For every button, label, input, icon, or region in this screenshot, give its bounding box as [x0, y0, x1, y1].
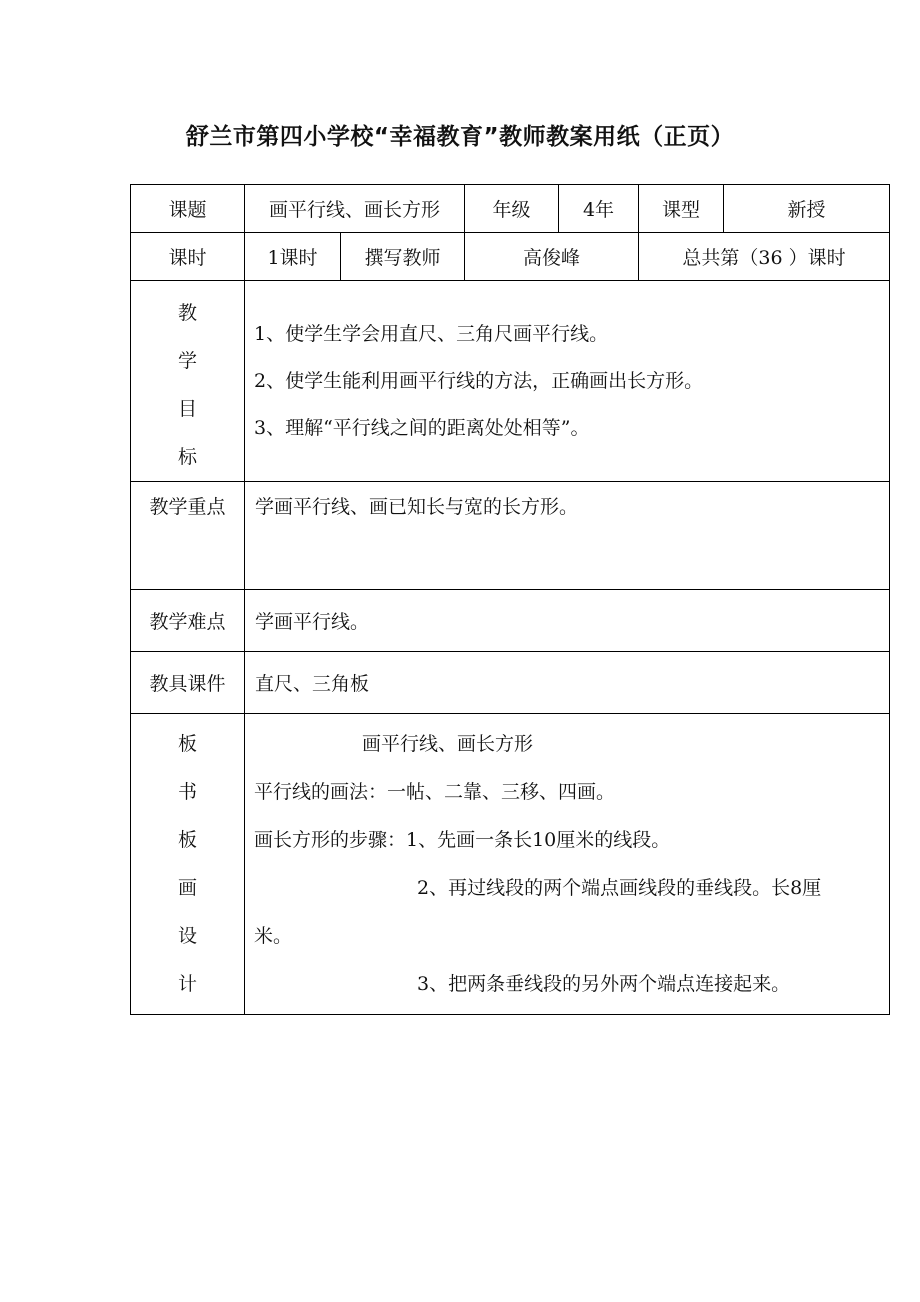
board-line: 3、把两条垂线段的另外两个端点连接起来。	[417, 973, 791, 995]
page-title: 舒兰市第四小学校“幸福教育”教师教案用纸（正页）	[185, 124, 735, 150]
hours-label: 课时	[131, 233, 245, 281]
author-label: 撰写教师	[341, 233, 465, 281]
board-line: 2、再过线段的两个端点画线段的垂线段。长8厘	[417, 877, 822, 899]
objective-item: 2、使学生能利用画平行线的方法，正确画出长方形。	[254, 369, 704, 392]
topic-value: 画平行线、画长方形	[245, 185, 465, 233]
total-hours: 总共第（36 ）课时	[639, 233, 890, 281]
objectives-label-char: 目	[177, 398, 197, 420]
board-line: 画长方形的步骤：1、先画一条长10厘米的线段。	[254, 829, 671, 851]
objectives-label-char: 教	[177, 302, 197, 324]
grade-value: 4年	[559, 185, 639, 233]
hours-value: 1课时	[245, 233, 341, 281]
board-label	[131, 714, 245, 1015]
row-tools	[131, 652, 890, 714]
grade-label: 年级	[465, 185, 559, 233]
row-topic	[131, 185, 890, 233]
objective-item: 3、理解“平行线之间的距离处处相等”。	[254, 416, 590, 439]
board-heading: 画平行线、画长方形	[362, 733, 534, 755]
type-value: 新授	[724, 185, 890, 233]
key-points-value: 学画平行线、画已知长与宽的长方形。	[245, 482, 890, 590]
objectives-label-char: 标	[177, 446, 197, 468]
board-line: 平行线的画法：一帖、二靠、三移、四画。	[254, 781, 616, 803]
row-objectives	[131, 281, 890, 482]
board-label-char: 板	[177, 733, 197, 755]
row-board-design	[131, 714, 890, 1015]
board-content	[245, 714, 890, 1015]
objective-item: 1、使学生学会用直尺、三角尺画平行线。	[254, 322, 609, 345]
board-label-char: 书	[177, 781, 197, 803]
author-value: 高俊峰	[465, 233, 639, 281]
objectives-label-char: 学	[177, 350, 197, 372]
objectives-content	[245, 281, 890, 482]
board-label-char: 画	[177, 877, 197, 899]
key-points-label: 教学重点	[131, 482, 245, 590]
board-label-char: 板	[177, 829, 197, 851]
topic-label: 课题	[131, 185, 245, 233]
row-difficult-points	[131, 590, 890, 652]
board-label-char: 设	[177, 925, 197, 947]
board-label-char: 计	[177, 973, 197, 995]
row-key-points	[131, 482, 890, 590]
lesson-plan-table	[130, 184, 890, 1015]
type-label: 课型	[639, 185, 724, 233]
tools-value: 直尺、三角板	[245, 652, 890, 714]
board-line: 米。	[254, 925, 293, 947]
objectives-label	[131, 281, 245, 482]
difficult-points-value: 学画平行线。	[245, 590, 890, 652]
tools-label: 教具课件	[131, 652, 245, 714]
row-hours	[131, 233, 890, 281]
difficult-points-label: 教学难点	[131, 590, 245, 652]
